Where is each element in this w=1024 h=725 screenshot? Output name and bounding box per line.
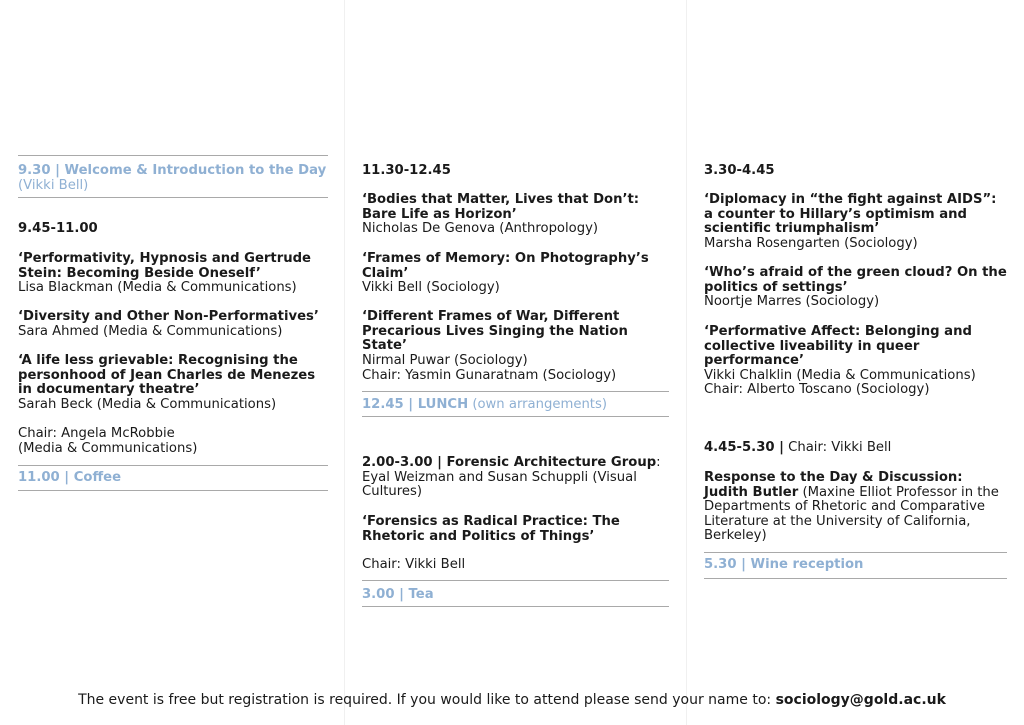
session-time: 11.30-12.45 [362, 163, 451, 178]
talk-speaker: Nirmal Puwar (Sociology) [362, 352, 528, 368]
response-title: Response to the Day & Discussion: [704, 470, 963, 485]
response-speaker [704, 486, 1007, 544]
chair-line: (Media & Communications) [18, 440, 198, 456]
divider [704, 552, 1007, 553]
talk [704, 266, 1007, 310]
column-midday [362, 0, 669, 700]
talk-title: ‘Diversity and Other Non-Performatives’ [18, 309, 319, 324]
talk [704, 325, 1007, 383]
talk-title: ‘Diplomacy in “the fight against AIDS”: a counter to Hillary’s optimism and scientific triumphalism’ [704, 192, 997, 237]
session-chair: Chair: Vikki Bell [783, 440, 892, 455]
divider [18, 197, 328, 198]
lunch-break [362, 398, 669, 413]
talk-speaker: Lisa Blackman (Media & Communications) [18, 280, 297, 296]
forensic-session [362, 456, 669, 500]
talk [18, 252, 328, 296]
talk-speaker: Nicholas De Genova (Anthropology) [362, 221, 599, 237]
talk [18, 354, 328, 412]
final-session [704, 441, 1007, 456]
talk [362, 252, 669, 296]
divider [18, 465, 328, 466]
session-title: 2.00-3.00 | Forensic Architecture Group [362, 455, 657, 470]
talk-speaker: Noortje Marres (Sociology) [704, 294, 880, 310]
response-desc: (Maxine Elliot Professor in the Departments of Rhetoric and Comparative Literature at the University of California, Berkeley) [704, 484, 999, 544]
talk-speaker: Sara Ahmed (Media & Communications) [18, 323, 283, 339]
session-time: 3.30-4.45 [704, 163, 775, 178]
talk [362, 310, 669, 368]
fold-line-2 [686, 0, 687, 725]
chair: Chair: Vikki Bell [362, 557, 466, 572]
talk [18, 310, 328, 339]
lunch-title: 12.45 | LUNCH [362, 397, 469, 412]
talk-title: ‘Frames of Memory: On Photography’s Claim’ [362, 251, 649, 281]
coffee-break: 11.00 | Coffee [18, 470, 122, 485]
chair: Chair: Alberto Toscano (Sociology) [704, 382, 930, 397]
session-time: 9.45-11.00 [18, 221, 98, 236]
lunch-note: (own arrangements) [472, 397, 607, 412]
talk-speaker: Marsha Rosengarten (Sociology) [704, 235, 918, 251]
divider [362, 606, 669, 607]
talk-title: ‘A life less grievable: Recognising the personhood of Jean Charles de Menezes in documentary theatre’ [18, 353, 316, 398]
talk-title: ‘Bodies that Matter, Lives that Don’t: Bare Life as Horizon’ [362, 192, 640, 222]
divider [18, 490, 328, 491]
talk-title: ‘Different Frames of War, Different Precarious Lives Singing the Nation State’ [362, 309, 628, 354]
divider [704, 578, 1007, 579]
wine-reception: 5.30 | Wine reception [704, 557, 864, 572]
divider [18, 155, 328, 156]
talk-title: ‘Who’s afraid of the green cloud? On the politics of settings’ [704, 265, 1007, 295]
response-name: Judith Butler [704, 484, 799, 500]
session-presenters: : Eyal Weizman and Susan Schuppli (Visual Cultures) [362, 455, 661, 500]
talk-title: ‘Performativity, Hypnosis and Gertrude Stein: Becoming Beside Oneself’ [18, 251, 311, 281]
welcome-title: 9.30 | Welcome & Introduction to the Day [18, 163, 327, 178]
talk [704, 193, 1007, 251]
tea-break: 3.00 | Tea [362, 587, 434, 602]
column-morning [18, 0, 328, 700]
chair: Chair: Yasmin Gunaratnam (Sociology) [362, 368, 617, 383]
registration-note [0, 693, 1024, 708]
chair-line: Chair: Angela McRobbie [18, 426, 175, 441]
talk [362, 193, 669, 237]
session-time: 4.45-5.30 | [704, 440, 784, 455]
divider [362, 416, 669, 417]
talk-speaker: Vikki Bell (Sociology) [362, 280, 500, 296]
column-afternoon [704, 0, 1007, 700]
welcome-host: (Vikki Bell) [18, 177, 89, 193]
divider [362, 391, 669, 392]
contact-email[interactable]: sociology@gold.ac.uk [775, 692, 946, 708]
divider [362, 580, 669, 581]
welcome-block [18, 164, 328, 193]
talk-speaker: Vikki Chalklin (Media & Communications) [704, 367, 976, 383]
fold-line-1 [344, 0, 345, 725]
registration-text: The event is free but registration is required. If you would like to attend please send your name to: [78, 692, 776, 708]
talk-title: ‘Performative Affect: Belonging and collective liveability in queer performance’ [704, 324, 972, 369]
talk-title: ‘Forensics as Radical Practice: The Rhetoric and Politics of Things’ [362, 514, 620, 544]
chair [18, 427, 328, 456]
response-block [704, 471, 1007, 544]
talk-speaker: Sarah Beck (Media & Communications) [18, 396, 277, 412]
